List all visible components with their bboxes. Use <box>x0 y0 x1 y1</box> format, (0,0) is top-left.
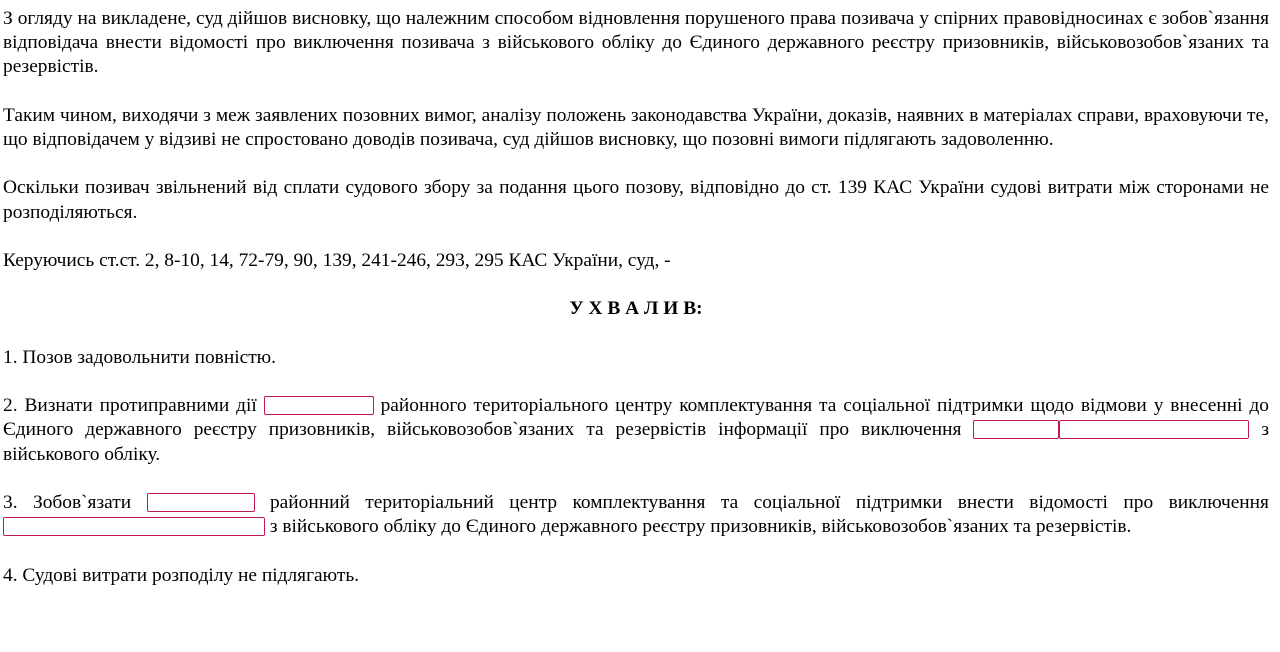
court-decision-document <box>3 7 1269 588</box>
decision-item-2-middle: районного територіального центру комплектування та соціальної підтримки щодо відмови у внесенні до Єдиного державного реєстру призовників, військовозобов`язаних та резервістів інформації про виключення <box>3 395 1269 441</box>
paragraph-gap <box>3 273 1269 297</box>
decision-item-3-before: 3. Зобов`язати <box>3 491 132 513</box>
decision-item-3-middle: районний територіальний центр комплектування та соціальної підтримки внести відомості про виключення <box>269 491 1269 513</box>
decision-item-2 <box>3 394 1269 467</box>
paragraph-conclusion: З огляду на викладене, суд дійшов висновку, що належним способом відновлення порушеного права позивача у спірних правовідносинах є зобов`язання відповідача внести відомості про виключення позивача з військового обліку до Єдиного державного реєстру призовників, військовозобов`язаних та резервістів. <box>3 8 1269 78</box>
paragraph-gap <box>3 322 1269 346</box>
paragraph-gap <box>3 539 1269 563</box>
paragraph-gap <box>3 80 1269 104</box>
decision-item-4: 4. Судові витрати розподілу не підлягають. <box>3 564 360 586</box>
paragraph-court-fee: Оскільки позивач звільнений від сплати судового збору за подання цього позову, відповідно до ст. 139 КАС України судові витрати між сторонами не розподіляються. <box>3 177 1269 223</box>
paragraph-reasoning: Таким чином, виходячи з меж заявлених позовних вимог, аналізу положень законодавства України, доказів, наявних в матеріалах справи, враховуючи те, що відповідачем у відзиві не спростовано доводів позивача, суд дійшов висновку, що позовні вимоги підлягають задоволенню. <box>3 104 1269 150</box>
decision-heading: У Х В А Л И В: <box>569 298 703 320</box>
paragraph-gap <box>3 225 1269 249</box>
decision-item-1: 1. Позов задовольнити повністю. <box>3 346 277 368</box>
redacted-person-name <box>3 517 265 536</box>
redacted-person-name-continued <box>1059 420 1249 439</box>
decision-item-3 <box>3 491 1269 539</box>
decision-item-2-after: з військового обліку. <box>3 419 1269 465</box>
paragraph-gap <box>3 467 1269 491</box>
decision-item-3-after: з військового обліку до Єдиного державного реєстру призовників, військовозобов`язаних та резервістів. <box>269 516 1132 538</box>
redacted-entity-name <box>147 493 255 512</box>
redacted-entity-name <box>264 396 374 415</box>
paragraph-legal-basis: Керуючись ст.ст. 2, 8-10, 14, 72-79, 90, 139, 241-246, 293, 295 КАС України, суд, - <box>3 249 671 271</box>
paragraph-gap <box>3 370 1269 394</box>
redacted-person-name <box>973 420 1059 439</box>
paragraph-gap <box>3 152 1269 176</box>
decision-item-2-before: 2. Визнати протиправними дії <box>3 395 257 417</box>
